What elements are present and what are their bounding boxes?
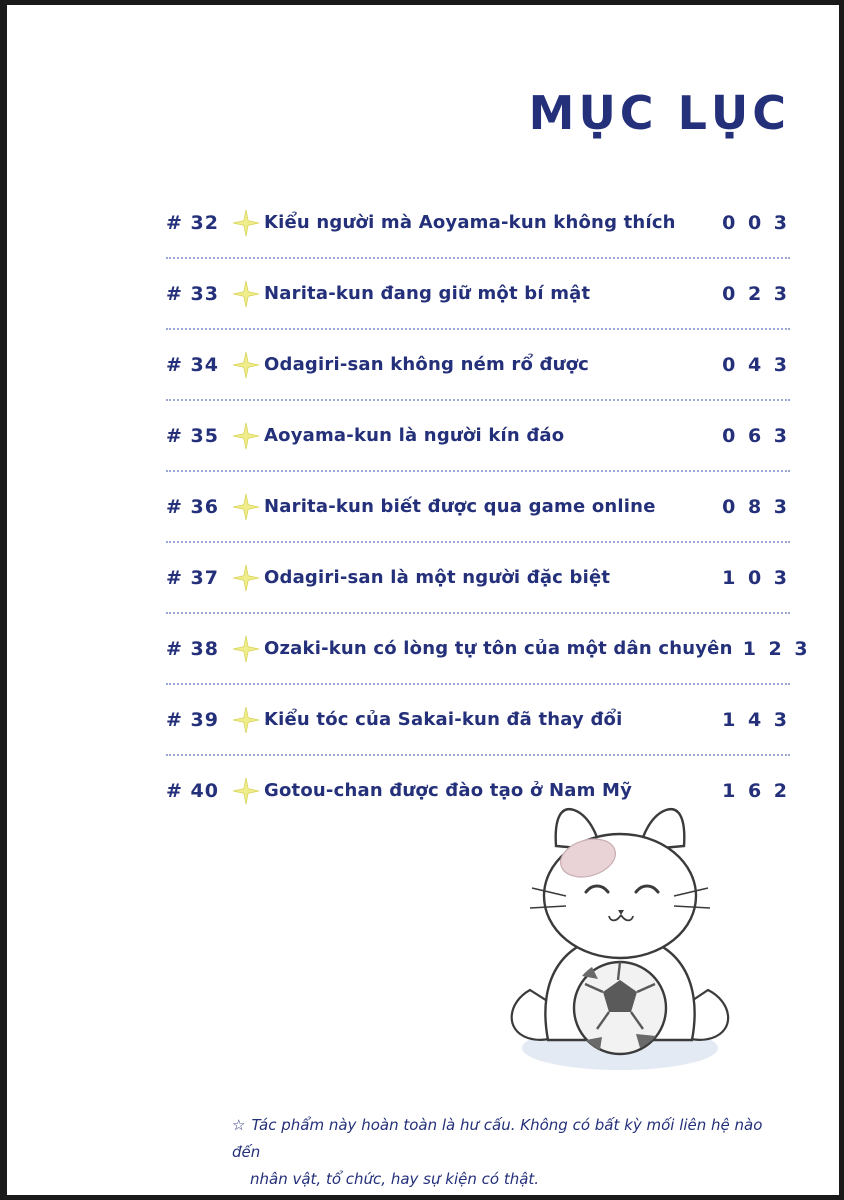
table-of-contents bbox=[166, 188, 811, 825]
chapter-title: Ozaki-kun có lòng tự tôn của một dân chuyên bbox=[264, 638, 733, 659]
chapter-number: # 40 bbox=[166, 779, 219, 802]
chapter-title: Odagiri-san là một người đặc biệt bbox=[264, 567, 611, 588]
toc-entry[interactable] bbox=[166, 330, 790, 401]
chapter-page-number: 1 6 2 bbox=[722, 779, 790, 802]
sparkle-icon bbox=[228, 421, 264, 451]
cat-with-soccer-ball-illustration bbox=[470, 790, 770, 1090]
disclaimer-line-1: Tác phẩm này hoàn toàn là hư cấu. Không có bất kỳ mối liên hệ nào đến bbox=[232, 1116, 763, 1161]
page-edge-left bbox=[0, 0, 7, 1200]
page-title: MỤC LỤC bbox=[528, 86, 790, 140]
sparkle-icon bbox=[228, 208, 264, 238]
toc-entry[interactable] bbox=[166, 472, 790, 543]
chapter-title: Kiểu tóc của Sakai-kun đã thay đổi bbox=[264, 709, 623, 730]
sparkle-icon bbox=[228, 634, 264, 664]
chapter-number: # 39 bbox=[166, 708, 219, 731]
sparkle-icon bbox=[228, 776, 264, 806]
chapter-number: # 36 bbox=[166, 495, 219, 518]
chapter-title: Odagiri-san không ném rổ được bbox=[264, 354, 590, 375]
sparkle-icon bbox=[228, 705, 264, 735]
page-edge-bottom bbox=[0, 1195, 844, 1200]
sparkle-icon bbox=[228, 350, 264, 380]
chapter-title: Aoyama-kun là người kín đáo bbox=[264, 425, 565, 446]
chapter-page-number: 0 0 3 bbox=[722, 211, 790, 234]
sparkle-icon bbox=[228, 563, 264, 593]
chapter-title: Gotou-chan được đào tạo ở Nam Mỹ bbox=[264, 780, 633, 801]
chapter-title: Narita-kun biết được qua game online bbox=[264, 496, 656, 517]
chapter-page-number: 0 2 3 bbox=[722, 282, 790, 305]
chapter-page-number: 1 0 3 bbox=[722, 566, 790, 589]
disclaimer-footnote bbox=[232, 1112, 792, 1193]
page-edge-right bbox=[839, 0, 844, 1200]
chapter-number: # 33 bbox=[166, 282, 219, 305]
chapter-title: Kiểu người mà Aoyama-kun không thích bbox=[264, 212, 676, 233]
star-glyph-icon: ☆ bbox=[232, 1116, 246, 1134]
toc-entry[interactable] bbox=[166, 614, 811, 685]
chapter-page-number: 0 8 3 bbox=[722, 495, 790, 518]
sparkle-icon bbox=[228, 279, 264, 309]
chapter-number: # 37 bbox=[166, 566, 219, 589]
chapter-number: # 34 bbox=[166, 353, 219, 376]
toc-entry[interactable] bbox=[166, 401, 790, 472]
chapter-page-number: 0 4 3 bbox=[722, 353, 790, 376]
chapter-page-number: 1 4 3 bbox=[722, 708, 790, 731]
toc-entry[interactable] bbox=[166, 188, 790, 259]
chapter-page-number: 1 2 3 bbox=[742, 637, 811, 660]
chapter-page-number: 0 6 3 bbox=[722, 424, 790, 447]
chapter-number: # 35 bbox=[166, 424, 219, 447]
sparkle-icon bbox=[228, 492, 264, 522]
toc-entry[interactable] bbox=[166, 259, 790, 330]
toc-entry[interactable] bbox=[166, 685, 790, 756]
disclaimer-line-2: nhân vật, tổ chức, hay sự kiện có thật. bbox=[250, 1170, 540, 1188]
page-edge-top bbox=[0, 0, 844, 5]
chapter-title: Narita-kun đang giữ một bí mật bbox=[264, 283, 591, 304]
chapter-number: # 38 bbox=[166, 637, 219, 660]
toc-entry[interactable] bbox=[166, 543, 790, 614]
chapter-number: # 32 bbox=[166, 211, 219, 234]
